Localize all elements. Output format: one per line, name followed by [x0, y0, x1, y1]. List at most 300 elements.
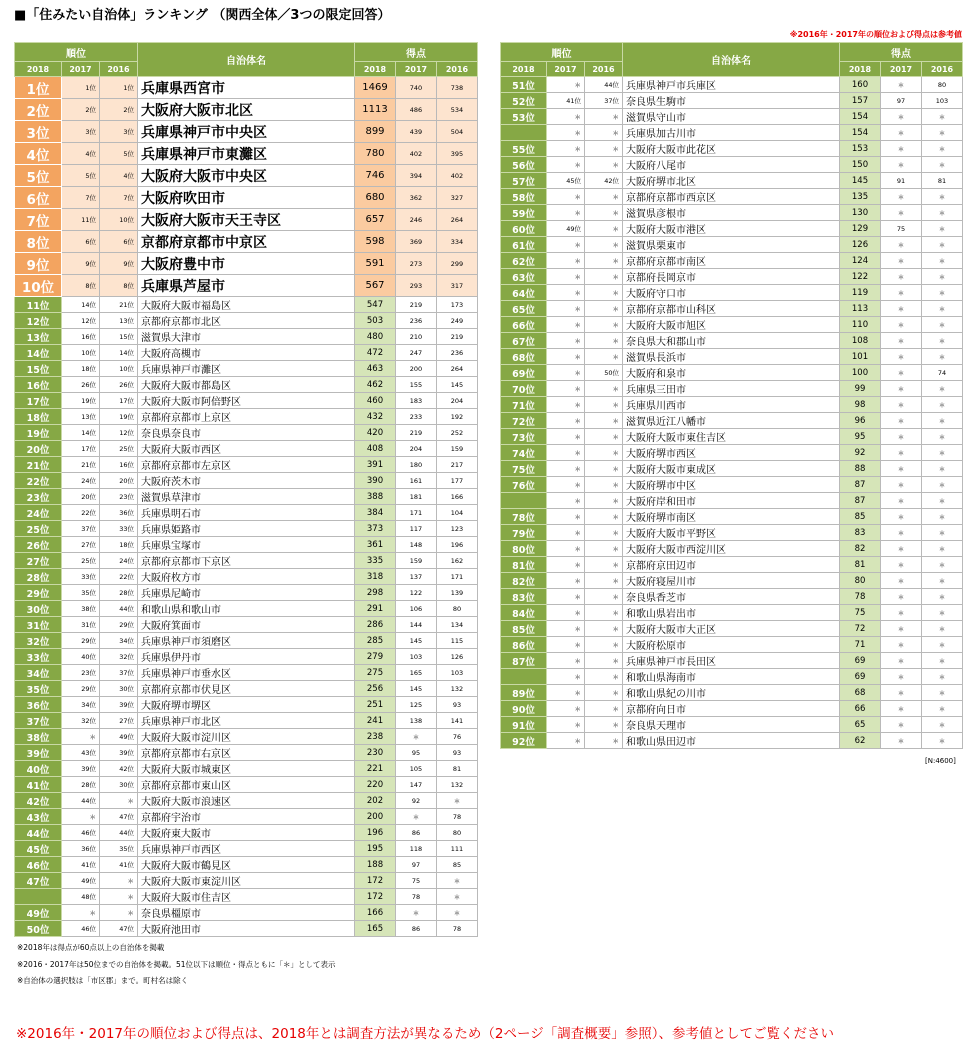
score-2018: 119 — [840, 285, 881, 301]
table-row — [15, 841, 478, 857]
score-2018: 80 — [840, 573, 881, 589]
municipality-name: 大阪府堺市中区 — [623, 477, 840, 493]
year-2018-header: 2018 — [501, 62, 547, 77]
score-2017: 75 — [881, 221, 922, 237]
score-2018: 279 — [355, 649, 396, 665]
rank-2016: 14位 — [100, 345, 138, 361]
rank-2017: 7位 — [62, 187, 100, 209]
table-row — [15, 209, 478, 231]
score-2016: ＊ — [922, 733, 963, 749]
score-2016: 103 — [922, 93, 963, 109]
score-2017: ＊ — [881, 445, 922, 461]
score-2017: 145 — [396, 681, 437, 697]
rank-2016: ＊ — [585, 525, 623, 541]
rank-2017: ＊ — [547, 653, 585, 669]
rank-2017: 17位 — [62, 441, 100, 457]
rank-2017: ＊ — [547, 317, 585, 333]
score-2018: 680 — [355, 187, 396, 209]
rank-2018: 24位 — [15, 505, 62, 521]
score-2017: ＊ — [396, 809, 437, 825]
score-2016: ＊ — [922, 301, 963, 317]
score-2017: ＊ — [881, 157, 922, 173]
municipality-name: 兵庫県神戸市兵庫区 — [623, 77, 840, 93]
rank-2017: ＊ — [547, 77, 585, 93]
rank-2016: ＊ — [585, 221, 623, 237]
rank-2018: 5位 — [15, 165, 62, 187]
score-2016: ＊ — [922, 557, 963, 573]
rank-2017: ＊ — [547, 381, 585, 397]
municipality-name: 滋賀県守山市 — [623, 109, 840, 125]
score-2017: ＊ — [881, 397, 922, 413]
table-row — [501, 525, 963, 541]
municipality-name: 大阪府松原市 — [623, 637, 840, 653]
rank-2016: 50位 — [585, 365, 623, 381]
score-2016: ＊ — [922, 461, 963, 477]
score-2017: ＊ — [881, 653, 922, 669]
municipality-name: 和歌山県海南市 — [623, 669, 840, 685]
bottom-note: ※2016年・2017年の順位および得点は、2018年とは調査方法が異なるため（2ページ「調査概要」参照）、参考値としてご覧ください — [16, 1026, 834, 1042]
table-row — [15, 361, 478, 377]
rank-2018: 69位 — [501, 365, 547, 381]
score-2017: 200 — [396, 361, 437, 377]
score-2016: 334 — [437, 231, 478, 253]
score-2017: 362 — [396, 187, 437, 209]
score-2018: 390 — [355, 473, 396, 489]
municipality-name: 和歌山県紀の川市 — [623, 685, 840, 701]
rank-2018: 13位 — [15, 329, 62, 345]
score-2018: 598 — [355, 231, 396, 253]
score-2018: 96 — [840, 413, 881, 429]
table-row — [15, 873, 478, 889]
rank-2017: ＊ — [547, 461, 585, 477]
rank-2018: 30位 — [15, 601, 62, 617]
rank-2016: 26位 — [100, 377, 138, 393]
score-2017: 394 — [396, 165, 437, 187]
score-2018: 480 — [355, 329, 396, 345]
reference-note: ※2016年・2017年の順位および得点は参考値 — [789, 30, 962, 39]
rank-2016: 12位 — [100, 425, 138, 441]
score-2018: 238 — [355, 729, 396, 745]
rank-2018: 14位 — [15, 345, 62, 361]
municipality-name: 大阪府大阪市中央区 — [138, 165, 355, 187]
score-2017: ＊ — [881, 237, 922, 253]
score-2017: ＊ — [881, 541, 922, 557]
table-row — [501, 733, 963, 749]
score-2016: 264 — [437, 209, 478, 231]
rank-2018: 36位 — [15, 697, 62, 713]
score-2018: 746 — [355, 165, 396, 187]
table-row — [15, 489, 478, 505]
score-2018: 68 — [840, 685, 881, 701]
rank-2017: ＊ — [62, 809, 100, 825]
score-2016: 134 — [437, 617, 478, 633]
rank-2016: ＊ — [585, 397, 623, 413]
rank-2018: 35位 — [15, 681, 62, 697]
score-2016: ＊ — [922, 269, 963, 285]
score-2018: 62 — [840, 733, 881, 749]
municipality-name: 滋賀県近江八幡市 — [623, 413, 840, 429]
rank-2016: 44位 — [100, 825, 138, 841]
municipality-name: 京都府京都市西京区 — [623, 189, 840, 205]
year-2017-header: 2017 — [396, 62, 437, 77]
rank-2016: 41位 — [100, 857, 138, 873]
rank-2018: 15位 — [15, 361, 62, 377]
score-2018: 220 — [355, 777, 396, 793]
rank-2017: 49位 — [547, 221, 585, 237]
rank-2017: 18位 — [62, 361, 100, 377]
rank-2018: 22位 — [15, 473, 62, 489]
rank-2017: 29位 — [62, 681, 100, 697]
score-2018: 65 — [840, 717, 881, 733]
municipality-name: 兵庫県神戸市東灘区 — [138, 143, 355, 165]
score-2018: 87 — [840, 477, 881, 493]
score-2017: ＊ — [881, 365, 922, 381]
score-2017: ＊ — [881, 733, 922, 749]
score-2017: 740 — [396, 77, 437, 99]
score-2016: ＊ — [922, 541, 963, 557]
score-2016: ＊ — [922, 653, 963, 669]
municipality-name: 京都府京都市上京区 — [138, 409, 355, 425]
rank-2018 — [15, 889, 62, 905]
municipality-name: 大阪府大阪市都島区 — [138, 377, 355, 393]
municipality-name: 滋賀県草津市 — [138, 489, 355, 505]
table-row — [501, 701, 963, 717]
rank-2018: 92位 — [501, 733, 547, 749]
score-2017: 144 — [396, 617, 437, 633]
score-2016: 145 — [437, 377, 478, 393]
rank-2016: 36位 — [100, 505, 138, 521]
municipality-name: 兵庫県神戸市長田区 — [623, 653, 840, 669]
rank-2016: ＊ — [585, 285, 623, 301]
rank-2017: ＊ — [547, 157, 585, 173]
rank-2017: 38位 — [62, 601, 100, 617]
municipality-name: 大阪府大阪市福島区 — [138, 297, 355, 313]
rank-2016: 34位 — [100, 633, 138, 649]
rank-2016: 39位 — [100, 745, 138, 761]
score-2017: 148 — [396, 537, 437, 553]
score-2017: 125 — [396, 697, 437, 713]
rank-2017: ＊ — [547, 509, 585, 525]
rank-2016: 21位 — [100, 297, 138, 313]
rank-2018: 83位 — [501, 589, 547, 605]
rank-2017: 28位 — [62, 777, 100, 793]
municipality-name: 京都府向日市 — [623, 701, 840, 717]
score-2017: 91 — [881, 173, 922, 189]
rank-2016: 8位 — [100, 275, 138, 297]
score-2016: 395 — [437, 143, 478, 165]
score-2018: 172 — [355, 873, 396, 889]
table-row — [501, 109, 963, 125]
table-row — [15, 809, 478, 825]
rank-2017: ＊ — [62, 905, 100, 921]
municipality-name: 兵庫県宝塚市 — [138, 537, 355, 553]
score-2016: 141 — [437, 713, 478, 729]
table-row — [15, 457, 478, 473]
rank-2018: 23位 — [15, 489, 62, 505]
score-2016: ＊ — [922, 125, 963, 141]
score-2017: ＊ — [881, 637, 922, 653]
municipality-name: 兵庫県西宮市 — [138, 77, 355, 99]
score-2017: ＊ — [881, 557, 922, 573]
municipality-name: 大阪府堺市堺区 — [138, 697, 355, 713]
table-row — [15, 745, 478, 761]
score-2017: 293 — [396, 275, 437, 297]
municipality-name: 兵庫県尼崎市 — [138, 585, 355, 601]
score-2017: ＊ — [881, 301, 922, 317]
rank-2018: 56位 — [501, 157, 547, 173]
score-2016: 93 — [437, 745, 478, 761]
rank-2018: 80位 — [501, 541, 547, 557]
rank-2016: 6位 — [100, 231, 138, 253]
score-2017: ＊ — [881, 573, 922, 589]
score-2018: 202 — [355, 793, 396, 809]
municipality-name: 奈良県香芝市 — [623, 589, 840, 605]
score-2016: ＊ — [922, 493, 963, 509]
rank-2016: 42位 — [100, 761, 138, 777]
rank-2018: 33位 — [15, 649, 62, 665]
rank-2016: ＊ — [585, 269, 623, 285]
rank-2018: 7位 — [15, 209, 62, 231]
municipality-name: 大阪府大阪市東成区 — [623, 461, 840, 477]
score-2016: 78 — [437, 809, 478, 825]
score-2017: ＊ — [881, 141, 922, 157]
score-2018: 75 — [840, 605, 881, 621]
score-2018: 92 — [840, 445, 881, 461]
score-2016: 80 — [437, 601, 478, 617]
rank-2016: ＊ — [585, 413, 623, 429]
rank-2016: 22位 — [100, 569, 138, 585]
ranking-table-left — [14, 42, 478, 937]
rank-2016: 47位 — [100, 809, 138, 825]
municipality-name: 大阪府守口市 — [623, 285, 840, 301]
score-2016: 738 — [437, 77, 478, 99]
rank-2016: 3位 — [100, 121, 138, 143]
rank-2016: ＊ — [585, 349, 623, 365]
municipality-name: 滋賀県栗東市 — [623, 237, 840, 253]
score-2016: 204 — [437, 393, 478, 409]
rank-2017: 36位 — [62, 841, 100, 857]
rank-2018: 89位 — [501, 685, 547, 701]
municipality-name: 京都府京都市北区 — [138, 313, 355, 329]
year-2017-header: 2017 — [881, 62, 922, 77]
rank-2016: ＊ — [585, 653, 623, 669]
municipality-name: 奈良県生駒市 — [623, 93, 840, 109]
rank-2018: 12位 — [15, 313, 62, 329]
rank-2018: 84位 — [501, 605, 547, 621]
rank-2017: 49位 — [62, 873, 100, 889]
rank-2016: ＊ — [585, 669, 623, 685]
rank-2017: ＊ — [547, 269, 585, 285]
municipality-name: 滋賀県彦根市 — [623, 205, 840, 221]
rank-2016: 30位 — [100, 681, 138, 697]
table-row — [501, 445, 963, 461]
score-2016: 402 — [437, 165, 478, 187]
table-row — [501, 269, 963, 285]
table-row — [501, 141, 963, 157]
score-2017: ＊ — [881, 77, 922, 93]
rank-2018: 75位 — [501, 461, 547, 477]
rank-2017: ＊ — [547, 541, 585, 557]
score-2017: ＊ — [881, 717, 922, 733]
table-row — [501, 77, 963, 93]
table-row — [501, 381, 963, 397]
rank-2017: ＊ — [547, 477, 585, 493]
year-2018-header: 2018 — [840, 62, 881, 77]
rank-2018: 82位 — [501, 573, 547, 589]
rank-2017: ＊ — [547, 333, 585, 349]
score-2017: 210 — [396, 329, 437, 345]
rank-2016: 17位 — [100, 393, 138, 409]
municipality-name: 和歌山県田辺市 — [623, 733, 840, 749]
score-2018: 188 — [355, 857, 396, 873]
table-row — [501, 253, 963, 269]
score-2016: ＊ — [922, 381, 963, 397]
rank-2018: 19位 — [15, 425, 62, 441]
municipality-name: 大阪府大阪市大正区 — [623, 621, 840, 637]
score-2017: ＊ — [881, 589, 922, 605]
municipality-name: 大阪府枚方市 — [138, 569, 355, 585]
rank-2017: 33位 — [62, 569, 100, 585]
table-row — [501, 397, 963, 413]
year-2016-header: 2016 — [100, 62, 138, 77]
score-2016: 249 — [437, 313, 478, 329]
municipality-name: 京都府京都市山科区 — [623, 301, 840, 317]
score-2016: ＊ — [922, 477, 963, 493]
rank-2018 — [501, 493, 547, 509]
rank-2017: ＊ — [547, 557, 585, 573]
score-2018: 82 — [840, 541, 881, 557]
score-2017: 122 — [396, 585, 437, 601]
score-2018: 72 — [840, 621, 881, 637]
municipality-name: 兵庫県川西市 — [623, 397, 840, 413]
rank-2016: 27位 — [100, 713, 138, 729]
rank-2017: 46位 — [62, 825, 100, 841]
score-2016: ＊ — [922, 221, 963, 237]
rank-2016: ＊ — [585, 461, 623, 477]
score-2016: 93 — [437, 697, 478, 713]
rank-2016: 28位 — [100, 585, 138, 601]
rank-2018: 59位 — [501, 205, 547, 221]
rank-2017: ＊ — [547, 605, 585, 621]
rank-2016: ＊ — [585, 253, 623, 269]
rank-2016: ＊ — [585, 589, 623, 605]
rank-2017: 13位 — [62, 409, 100, 425]
table-row — [501, 157, 963, 173]
score-2018: 298 — [355, 585, 396, 601]
municipality-name: 大阪府大阪市淀川区 — [138, 729, 355, 745]
municipality-name: 京都府京都市東山区 — [138, 777, 355, 793]
municipality-name: 和歌山県岩出市 — [623, 605, 840, 621]
table-row — [501, 541, 963, 557]
rank-2018: 67位 — [501, 333, 547, 349]
table-row — [501, 669, 963, 685]
score-2018: 66 — [840, 701, 881, 717]
score-2016: 123 — [437, 521, 478, 537]
footnote: ※自治体の選択肢は「市区郡」まで。町村名は除く — [17, 976, 189, 985]
table-row — [15, 441, 478, 457]
score-2016: 327 — [437, 187, 478, 209]
rank-2016: ＊ — [585, 109, 623, 125]
score-2017: ＊ — [881, 525, 922, 541]
rank-2018: 20位 — [15, 441, 62, 457]
table-row — [15, 77, 478, 99]
table-row — [501, 93, 963, 109]
score-2017: 165 — [396, 665, 437, 681]
rank-2017: 16位 — [62, 329, 100, 345]
score-2017: 118 — [396, 841, 437, 857]
score-2016: ＊ — [922, 333, 963, 349]
municipality-name: 大阪府吹田市 — [138, 187, 355, 209]
rank-2017: 14位 — [62, 297, 100, 313]
rank-2017: 12位 — [62, 313, 100, 329]
rank-2018: 9位 — [15, 253, 62, 275]
municipality-name: 兵庫県伊丹市 — [138, 649, 355, 665]
score-2017: 439 — [396, 121, 437, 143]
score-2016: 236 — [437, 345, 478, 361]
name-header: 自治体名 — [138, 43, 355, 77]
score-2017: 204 — [396, 441, 437, 457]
rank-2017: 25位 — [62, 553, 100, 569]
table-row — [15, 275, 478, 297]
score-2017: ＊ — [396, 729, 437, 745]
table-row — [15, 777, 478, 793]
municipality-name: 京都府京田辺市 — [623, 557, 840, 573]
score-2017: 106 — [396, 601, 437, 617]
municipality-name: 兵庫県神戸市垂水区 — [138, 665, 355, 681]
table-row — [501, 493, 963, 509]
rank-2016: 10位 — [100, 361, 138, 377]
rank-2017: 44位 — [62, 793, 100, 809]
score-2017: 97 — [396, 857, 437, 873]
rank-2018: 46位 — [15, 857, 62, 873]
score-2017: 117 — [396, 521, 437, 537]
score-2016: ＊ — [922, 349, 963, 365]
rank-2016: ＊ — [585, 429, 623, 445]
rank-2017: 34位 — [62, 697, 100, 713]
table-row — [501, 205, 963, 221]
rank-2017: ＊ — [547, 141, 585, 157]
score-2017: 86 — [396, 825, 437, 841]
score-2017: 147 — [396, 777, 437, 793]
rank-2018: 51位 — [501, 77, 547, 93]
municipality-name: 大阪府大阪市西区 — [138, 441, 355, 457]
municipality-name: 大阪府大阪市住吉区 — [138, 889, 355, 905]
table-row — [15, 99, 478, 121]
name-header: 自治体名 — [623, 43, 840, 77]
score-2017: ＊ — [881, 429, 922, 445]
score-2018: 286 — [355, 617, 396, 633]
score-2016: ＊ — [922, 285, 963, 301]
table-row — [15, 143, 478, 165]
municipality-name: 大阪府八尾市 — [623, 157, 840, 173]
rank-2018: 10位 — [15, 275, 62, 297]
rank-2016: ＊ — [585, 189, 623, 205]
score-2018: 172 — [355, 889, 396, 905]
score-2016: 80 — [922, 77, 963, 93]
score-2016: 171 — [437, 569, 478, 585]
score-2017: 95 — [396, 745, 437, 761]
score-2016: ＊ — [922, 445, 963, 461]
table-row — [501, 349, 963, 365]
score-2016: 76 — [437, 729, 478, 745]
footnote: ※2016・2017年は50位までの自治体を掲載。51位以下は順位・得点ともに「＊」として表示 — [17, 960, 336, 969]
rank-2016: ＊ — [585, 717, 623, 733]
score-2017: 97 — [881, 93, 922, 109]
rank-2016: ＊ — [585, 637, 623, 653]
rank-2018: 86位 — [501, 637, 547, 653]
municipality-name: 大阪府堺市西区 — [623, 445, 840, 461]
rank-2016: 49位 — [100, 729, 138, 745]
